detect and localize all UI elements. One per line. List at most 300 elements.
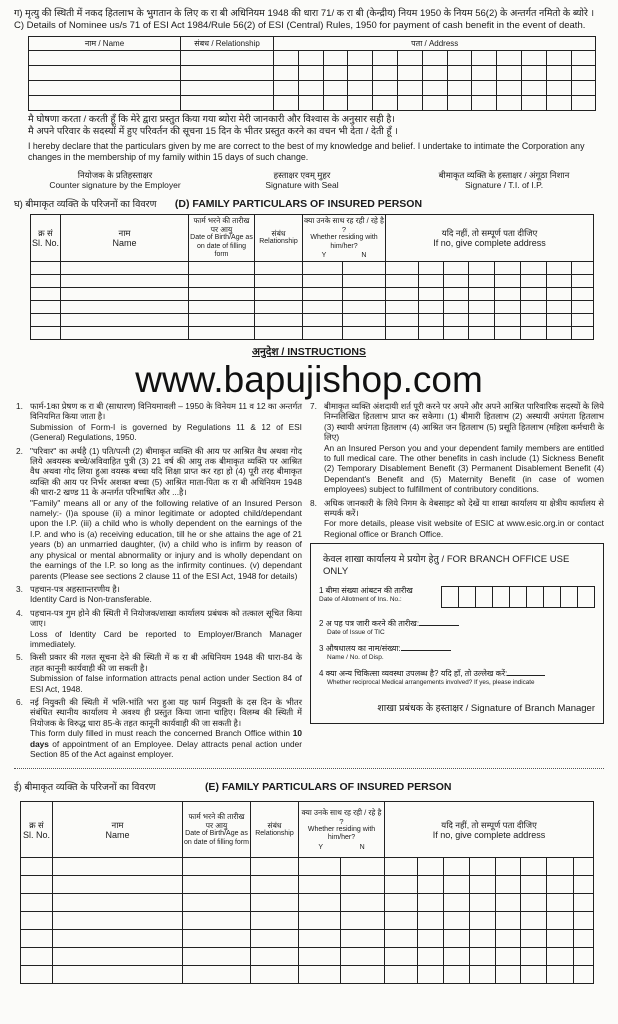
cell-address[interactable] <box>547 966 574 984</box>
en-bold: 10 days <box>30 728 302 749</box>
cell-address[interactable] <box>547 288 572 301</box>
cell-residing-no[interactable] <box>343 314 386 327</box>
header-relationship-hi: संबंध <box>267 821 282 831</box>
cell-name[interactable] <box>53 894 183 912</box>
header-residing <box>303 215 386 262</box>
cell-sl-no[interactable] <box>31 314 61 327</box>
instruction-english-text: Submission of Form-I is governed by Regulations 11 & 12 of ESI (General) Regulations, 1950. <box>30 421 302 443</box>
f1-en: Date of Allotment of Ins. No.: <box>319 596 402 604</box>
cell-address[interactable] <box>385 930 418 948</box>
cell-dob[interactable] <box>183 966 251 984</box>
cell-residing-yes[interactable] <box>299 912 341 930</box>
instruction-number: 6. <box>16 696 23 707</box>
cell-address[interactable] <box>547 948 574 966</box>
cell-address[interactable] <box>496 966 521 984</box>
header-address-hi: यदि नहीं, तो सम्पूर्ण पता दीजिए <box>441 819 537 830</box>
cell-sl-no[interactable] <box>31 275 61 288</box>
cell-dob[interactable] <box>189 327 255 340</box>
cell-name[interactable] <box>61 262 189 275</box>
cell-dob[interactable] <box>189 314 255 327</box>
section-d-heading <box>14 194 604 212</box>
cell-address[interactable] <box>547 858 574 876</box>
cell-sl-no[interactable] <box>21 948 53 966</box>
section-e-title: (E) FAMILY PARTICULARS OF INSURED PERSON <box>204 781 452 794</box>
cell-address[interactable] <box>521 912 547 930</box>
cell-address[interactable] <box>419 327 444 340</box>
cell-address[interactable] <box>447 81 472 96</box>
f4-hi: 4 क्या अन्य चिकित्सा व्यवस्था उपलब्ध है? यदि हाँ, तो उल्लेख करें: <box>319 669 508 679</box>
cell-address[interactable] <box>348 96 373 111</box>
instruction-english <box>324 443 604 495</box>
cell-address[interactable] <box>521 327 547 340</box>
cell-relationship[interactable] <box>181 96 274 111</box>
cell-residing-no[interactable] <box>343 327 386 340</box>
cell-address[interactable] <box>373 96 398 111</box>
cell-address[interactable] <box>323 66 348 81</box>
cell-address[interactable] <box>386 262 419 275</box>
cell-address[interactable] <box>418 894 444 912</box>
cell-residing-yes[interactable] <box>299 966 341 984</box>
cell-relationship[interactable] <box>255 301 303 314</box>
cell-address[interactable] <box>397 81 422 96</box>
cell-address[interactable] <box>447 66 472 81</box>
cell-address[interactable] <box>572 314 594 327</box>
cell-residing-no[interactable] <box>341 966 385 984</box>
yes-label: Y <box>318 843 323 851</box>
cell-address[interactable] <box>447 96 472 111</box>
cell-address[interactable] <box>419 314 444 327</box>
instruction-hindi: फार्म-1का प्रेषण क रा बी (साधारण) विनियमावली – 1950 के विनेयम 11 व 12 का अन्तर्गत विनियमित किया जाता है। <box>30 401 302 422</box>
cell-address[interactable] <box>444 314 469 327</box>
cell-address[interactable] <box>298 81 323 96</box>
cell-residing-yes[interactable] <box>303 262 343 275</box>
dispensary-field[interactable] <box>319 643 595 662</box>
header-name-hi: नाम <box>111 819 124 830</box>
cell-name[interactable] <box>53 966 183 984</box>
cell-dob[interactable] <box>183 894 251 912</box>
cell-address[interactable] <box>469 275 495 288</box>
cell-address[interactable] <box>496 948 521 966</box>
cell-residing-yes[interactable] <box>299 876 341 894</box>
cell-dob[interactable] <box>183 876 251 894</box>
cell-address[interactable] <box>572 301 594 314</box>
cell-address[interactable] <box>521 51 546 66</box>
cell-sl-no[interactable] <box>21 894 53 912</box>
cell-residing-yes[interactable] <box>303 301 343 314</box>
cell-address[interactable] <box>444 948 470 966</box>
cell-address[interactable] <box>385 894 418 912</box>
cell-dob[interactable] <box>189 288 255 301</box>
cell-address[interactable] <box>521 858 547 876</box>
instruction-hindi: "परिवार" का अर्थहै (1) पति/पत्नी (2) बीमाकृत व्यक्ति की आय पर आश्रित वैध अथवा गोद लिये अवयस्क बच्चे/अविवाहित पुत्री (3) 21 वर्ष की आयु तक बीमाकृत व्यक्ति पर आश्रित वैध अथवा गोद लिया हुआ वयस्क बच्चा यदि शिक्षा प्राप्त कर रहा हो (4) पूरी तरह बीमाकृत व्यक्ति की आय पर निर्भर अशक्त बच्चा (5) आश्रित माता-पिता क रा बी अधिनियम 1948 की धारा-2 खण्ड 11 के अन्तर्गत परिभाषित और ...है। <box>30 445 302 498</box>
cell-address[interactable] <box>472 51 497 66</box>
cell-name[interactable] <box>29 96 181 111</box>
instruction-number: 1. <box>16 401 23 411</box>
cell-name[interactable] <box>61 301 189 314</box>
cell-address[interactable] <box>496 876 521 894</box>
cell-address[interactable] <box>323 81 348 96</box>
instruction-english <box>324 518 604 539</box>
cell-address[interactable] <box>470 876 496 894</box>
cell-address[interactable] <box>547 912 574 930</box>
cell-dob[interactable] <box>189 275 255 288</box>
signature-row <box>40 170 594 190</box>
cell-address[interactable] <box>298 51 323 66</box>
cell-residing-no[interactable] <box>341 876 385 894</box>
yes-no-labels <box>304 251 384 260</box>
cell-sl-no[interactable] <box>21 858 53 876</box>
cell-sl-no[interactable] <box>31 301 61 314</box>
instruction-english-text: "Family" means all or any of the following relative of an Insured Person namely:- (I)a spouse (ii) a minor legitimate or adopted child/dependant upon the I.P. (iii) a child who is wholly dependent on the earnings of the I.P. and who is (a) receiving education, till he or she attains the age of 21 years (b) an unmarried daughter, (iv) a child who is infirm by reason of any physical or mental abnormality or injury and is wholly dependant on the earnings of the I.P. so long as the infirmity continues. (v) dependant parents (Please see sections 2 clause 11 of the ESI Act, 1948 for details) <box>30 497 302 581</box>
family-row <box>21 894 594 912</box>
instruction-english <box>30 422 302 443</box>
nominee-header-row <box>29 37 596 51</box>
cell-address[interactable] <box>444 894 470 912</box>
cell-address[interactable] <box>572 327 594 340</box>
cell-residing-no[interactable] <box>341 858 385 876</box>
allotment-date-row <box>319 586 595 608</box>
cell-address[interactable] <box>323 51 348 66</box>
cell-address[interactable] <box>447 51 472 66</box>
family-row <box>21 876 594 894</box>
cell-address[interactable] <box>385 912 418 930</box>
cell-residing-yes[interactable] <box>303 327 343 340</box>
cell-residing-yes[interactable] <box>303 288 343 301</box>
cell-address[interactable] <box>274 81 299 96</box>
cell-address[interactable] <box>348 66 373 81</box>
cell-address[interactable] <box>472 81 497 96</box>
cell-relationship[interactable] <box>251 948 299 966</box>
family-row <box>21 930 594 948</box>
header-name-hi: नाम <box>118 227 131 238</box>
cell-address[interactable] <box>444 301 469 314</box>
cell-sl-no[interactable] <box>31 288 61 301</box>
header-dob-en: Date of Birth/Age as on date of filling form <box>184 830 249 846</box>
cell-address[interactable] <box>547 301 572 314</box>
cell-address[interactable] <box>521 301 547 314</box>
cell-address[interactable] <box>444 327 469 340</box>
instruction-hindi: बीमाकृत व्यक्ति अंशदायी शर्त पूरी करने पर अपने और अपने आश्रित पारिवारिक सदस्यों के लिये निम्नलिखित हितलाभ प्राप्त कर सकेगा। (1) बीमारी हितलाभ (2) अस्थायी अपंगता हितलाभ (3) स्थायी अपंगता हितलाभ (4) आश्रित जन हितलाभ (5) प्रसूति हितलाभ (महिला कर्मचारी के लिए) <box>324 401 604 443</box>
header-name-en: Name <box>112 237 137 248</box>
cell-residing-no[interactable] <box>341 948 385 966</box>
cell-address[interactable] <box>469 262 495 275</box>
cell-name[interactable] <box>53 930 183 948</box>
cell-residing-yes[interactable] <box>299 948 341 966</box>
cell-address[interactable] <box>418 930 444 948</box>
cell-address[interactable] <box>444 912 470 930</box>
cell-address[interactable] <box>419 301 444 314</box>
yes-no-labels <box>300 843 383 852</box>
cell-name[interactable] <box>61 275 189 288</box>
cell-address[interactable] <box>444 930 470 948</box>
cell-address[interactable] <box>348 51 373 66</box>
cell-address[interactable] <box>397 51 422 66</box>
cell-sl-no[interactable] <box>31 327 61 340</box>
cell-address[interactable] <box>323 96 348 111</box>
cell-residing-no[interactable] <box>341 912 385 930</box>
cell-address[interactable] <box>469 314 495 327</box>
cell-address[interactable] <box>422 51 447 66</box>
cell-address[interactable] <box>574 948 594 966</box>
cell-address[interactable] <box>385 858 418 876</box>
cell-address[interactable] <box>574 966 594 984</box>
cell-address[interactable] <box>419 275 444 288</box>
section-d-label-hindi: घ) बीमाकृत व्यक्ति के परिजनों का विवरण <box>14 199 157 210</box>
cell-address[interactable] <box>397 66 422 81</box>
cell-address[interactable] <box>547 275 572 288</box>
instruction-hindi: पहचान-पत्र गुम होने की स्थिती में नियोजक/शाखा कार्यालय प्रबंधक को तत्काल सूचित किया जाए। <box>30 607 302 629</box>
cell-dob[interactable] <box>189 262 255 275</box>
cell-address[interactable] <box>469 301 495 314</box>
cell-address[interactable] <box>274 66 299 81</box>
sig-hi: हस्ताक्षर एवम् मुहर <box>273 170 331 180</box>
header-address: पता / Address <box>274 37 596 51</box>
cell-address[interactable] <box>418 912 444 930</box>
cell-address[interactable] <box>547 262 572 275</box>
cell-residing-no[interactable] <box>343 275 386 288</box>
cell-relationship[interactable] <box>181 51 274 66</box>
cell-dob[interactable] <box>183 858 251 876</box>
cell-address[interactable] <box>472 96 497 111</box>
cell-address[interactable] <box>422 96 447 111</box>
instruction-english-text: Submission of false information attracts penal action under Section 84 of ESI Act, 1948. <box>30 673 302 694</box>
cell-name[interactable] <box>53 912 183 930</box>
cell-address[interactable] <box>418 876 444 894</box>
cell-relationship[interactable] <box>251 894 299 912</box>
cell-address[interactable] <box>521 288 547 301</box>
no-label: N <box>359 843 365 851</box>
cell-sl-no[interactable] <box>31 262 61 275</box>
cell-address[interactable] <box>495 262 521 275</box>
cell-sl-no[interactable] <box>21 966 53 984</box>
instruction-item <box>16 445 302 581</box>
cell-address[interactable] <box>495 314 521 327</box>
cell-address[interactable] <box>373 66 398 81</box>
cell-address[interactable] <box>495 301 521 314</box>
ip-signature <box>414 170 594 190</box>
cell-sl-no[interactable] <box>21 930 53 948</box>
cell-address[interactable] <box>419 262 444 275</box>
cell-address[interactable] <box>470 930 496 948</box>
cell-address[interactable] <box>397 96 422 111</box>
branch-office-box <box>310 543 604 724</box>
cell-address[interactable] <box>348 81 373 96</box>
cell-address[interactable] <box>470 948 496 966</box>
header-name: नाम / Name <box>29 37 181 51</box>
cell-name[interactable] <box>53 876 183 894</box>
cell-address[interactable] <box>470 894 496 912</box>
cell-address[interactable] <box>274 51 299 66</box>
cell-address[interactable] <box>546 51 571 66</box>
cell-address[interactable] <box>386 288 419 301</box>
cell-address[interactable] <box>386 301 419 314</box>
cell-name[interactable] <box>29 66 181 81</box>
cell-residing-yes[interactable] <box>303 275 343 288</box>
cell-address[interactable] <box>470 858 496 876</box>
cell-address[interactable] <box>495 288 521 301</box>
cell-address[interactable] <box>385 966 418 984</box>
header-relationship-en: Relationship <box>259 238 298 246</box>
cell-address[interactable] <box>444 876 470 894</box>
cell-address[interactable] <box>496 930 521 948</box>
cell-sl-no[interactable] <box>21 876 53 894</box>
cell-address[interactable] <box>419 288 444 301</box>
cell-address[interactable] <box>547 327 572 340</box>
cell-dob[interactable] <box>183 948 251 966</box>
cell-address[interactable] <box>574 930 594 948</box>
cell-address[interactable] <box>572 275 594 288</box>
cell-address[interactable] <box>521 275 547 288</box>
sig-hi: बीमाकृत व्यक्ति के हस्ताक्षर / अंगूठा निशान <box>438 170 570 180</box>
reciprocal-medical-field[interactable] <box>319 668 595 687</box>
cell-address[interactable] <box>521 894 547 912</box>
cell-address[interactable] <box>521 66 546 81</box>
cell-dob[interactable] <box>183 930 251 948</box>
cell-address[interactable] <box>298 96 323 111</box>
cell-address[interactable] <box>422 81 447 96</box>
cell-address[interactable] <box>547 876 574 894</box>
cell-address[interactable] <box>571 51 596 66</box>
cell-address[interactable] <box>497 96 522 111</box>
cell-address[interactable] <box>422 66 447 81</box>
cell-relationship[interactable] <box>255 314 303 327</box>
cell-residing-no[interactable] <box>343 301 386 314</box>
cell-dob[interactable] <box>183 912 251 930</box>
cell-name[interactable] <box>61 288 189 301</box>
cell-residing-yes[interactable] <box>299 858 341 876</box>
cell-relationship[interactable] <box>255 327 303 340</box>
cell-address[interactable] <box>496 894 521 912</box>
cell-address[interactable] <box>521 948 547 966</box>
cell-address[interactable] <box>572 288 594 301</box>
cell-name[interactable] <box>29 81 181 96</box>
family-row <box>21 912 594 930</box>
cell-address[interactable] <box>496 912 521 930</box>
cell-relationship[interactable] <box>255 262 303 275</box>
cell-relationship[interactable] <box>181 66 274 81</box>
cell-address[interactable] <box>546 96 571 111</box>
cell-address[interactable] <box>572 262 594 275</box>
cell-address[interactable] <box>571 81 596 96</box>
cell-address[interactable] <box>444 288 469 301</box>
cell-address[interactable] <box>574 876 594 894</box>
cell-address[interactable] <box>521 876 547 894</box>
cell-address[interactable] <box>385 876 418 894</box>
cell-address[interactable] <box>418 966 444 984</box>
cell-address[interactable] <box>521 930 547 948</box>
cell-relationship[interactable] <box>251 858 299 876</box>
cell-address[interactable] <box>298 66 323 81</box>
cell-address[interactable] <box>444 275 469 288</box>
cell-address[interactable] <box>418 858 444 876</box>
cell-relationship[interactable] <box>251 876 299 894</box>
cell-address[interactable] <box>444 966 470 984</box>
cell-address[interactable] <box>497 81 522 96</box>
cell-address[interactable] <box>444 262 469 275</box>
cell-address[interactable] <box>469 288 495 301</box>
cell-name[interactable] <box>61 314 189 327</box>
instruction-hindi: किसी प्रकार की गलत सूचना देने की स्थिती में क रा बी अधिनियम 1948 की धारा-84 के तहत कानूनी कार्यवाही की जा सकती है। <box>30 652 302 673</box>
instruction-english <box>30 673 302 694</box>
cell-residing-no[interactable] <box>341 930 385 948</box>
cell-relationship[interactable] <box>255 288 303 301</box>
cell-address[interactable] <box>495 275 521 288</box>
header-address-en: If no, give complete address <box>433 237 546 248</box>
header-address-hi: यदि नहीं, तो सम्पूर्ण पता दीजिए <box>441 227 538 238</box>
cell-residing-no[interactable] <box>341 894 385 912</box>
cell-name[interactable] <box>29 51 181 66</box>
cell-address[interactable] <box>444 858 470 876</box>
cell-name[interactable] <box>53 858 183 876</box>
cell-residing-yes[interactable] <box>299 894 341 912</box>
cell-address[interactable] <box>496 858 521 876</box>
cell-address[interactable] <box>418 948 444 966</box>
cell-address[interactable] <box>521 262 547 275</box>
cell-address[interactable] <box>497 66 522 81</box>
instruction-english <box>30 594 302 604</box>
cell-address[interactable] <box>386 314 419 327</box>
cell-name[interactable] <box>61 327 189 340</box>
cell-relationship[interactable] <box>251 912 299 930</box>
section-c-heading <box>14 8 604 32</box>
cell-dob[interactable] <box>189 301 255 314</box>
cell-address[interactable] <box>495 327 521 340</box>
cell-address[interactable] <box>386 275 419 288</box>
cell-name[interactable] <box>53 948 183 966</box>
cell-relationship[interactable] <box>251 930 299 948</box>
cell-address[interactable] <box>521 314 547 327</box>
cell-address[interactable] <box>472 66 497 81</box>
cell-address[interactable] <box>373 81 398 96</box>
cell-address[interactable] <box>497 51 522 66</box>
cell-address[interactable] <box>386 327 419 340</box>
cell-address[interactable] <box>574 858 594 876</box>
cell-address[interactable] <box>546 66 571 81</box>
cell-address[interactable] <box>546 81 571 96</box>
cell-address[interactable] <box>521 966 547 984</box>
cell-address[interactable] <box>274 96 299 111</box>
cell-address[interactable] <box>547 930 574 948</box>
cell-residing-no[interactable] <box>343 262 386 275</box>
declaration-english: I hereby declare that the particulars given by me are correct to the best of my knowledge and belief. I undertake to intimate the Corporation any changes in the membership of my family within 15 days of such change. <box>28 141 585 162</box>
allotment-date-boxes[interactable] <box>442 586 595 608</box>
cell-address[interactable] <box>521 81 546 96</box>
cell-address[interactable] <box>547 314 572 327</box>
cell-address[interactable] <box>571 66 596 81</box>
cell-address[interactable] <box>373 51 398 66</box>
cell-address[interactable] <box>469 327 495 340</box>
cell-address[interactable] <box>547 894 574 912</box>
tic-issue-date-field[interactable] <box>319 618 595 637</box>
cell-relationship[interactable] <box>181 81 274 96</box>
cell-sl-no[interactable] <box>21 912 53 930</box>
cell-residing-no[interactable] <box>343 288 386 301</box>
cell-relationship[interactable] <box>251 966 299 984</box>
cell-relationship[interactable] <box>255 275 303 288</box>
cell-address[interactable] <box>385 948 418 966</box>
cell-address[interactable] <box>571 96 596 111</box>
header-dob-hi: फार्म भरने की तारीख पर आयु <box>188 812 245 831</box>
cell-address[interactable] <box>470 966 496 984</box>
cell-address[interactable] <box>574 912 594 930</box>
cell-address[interactable] <box>574 894 594 912</box>
cell-address[interactable] <box>470 912 496 930</box>
cell-residing-yes[interactable] <box>303 314 343 327</box>
cell-residing-yes[interactable] <box>299 930 341 948</box>
family-row <box>21 948 594 966</box>
cell-address[interactable] <box>521 96 546 111</box>
header-dob <box>189 215 255 262</box>
